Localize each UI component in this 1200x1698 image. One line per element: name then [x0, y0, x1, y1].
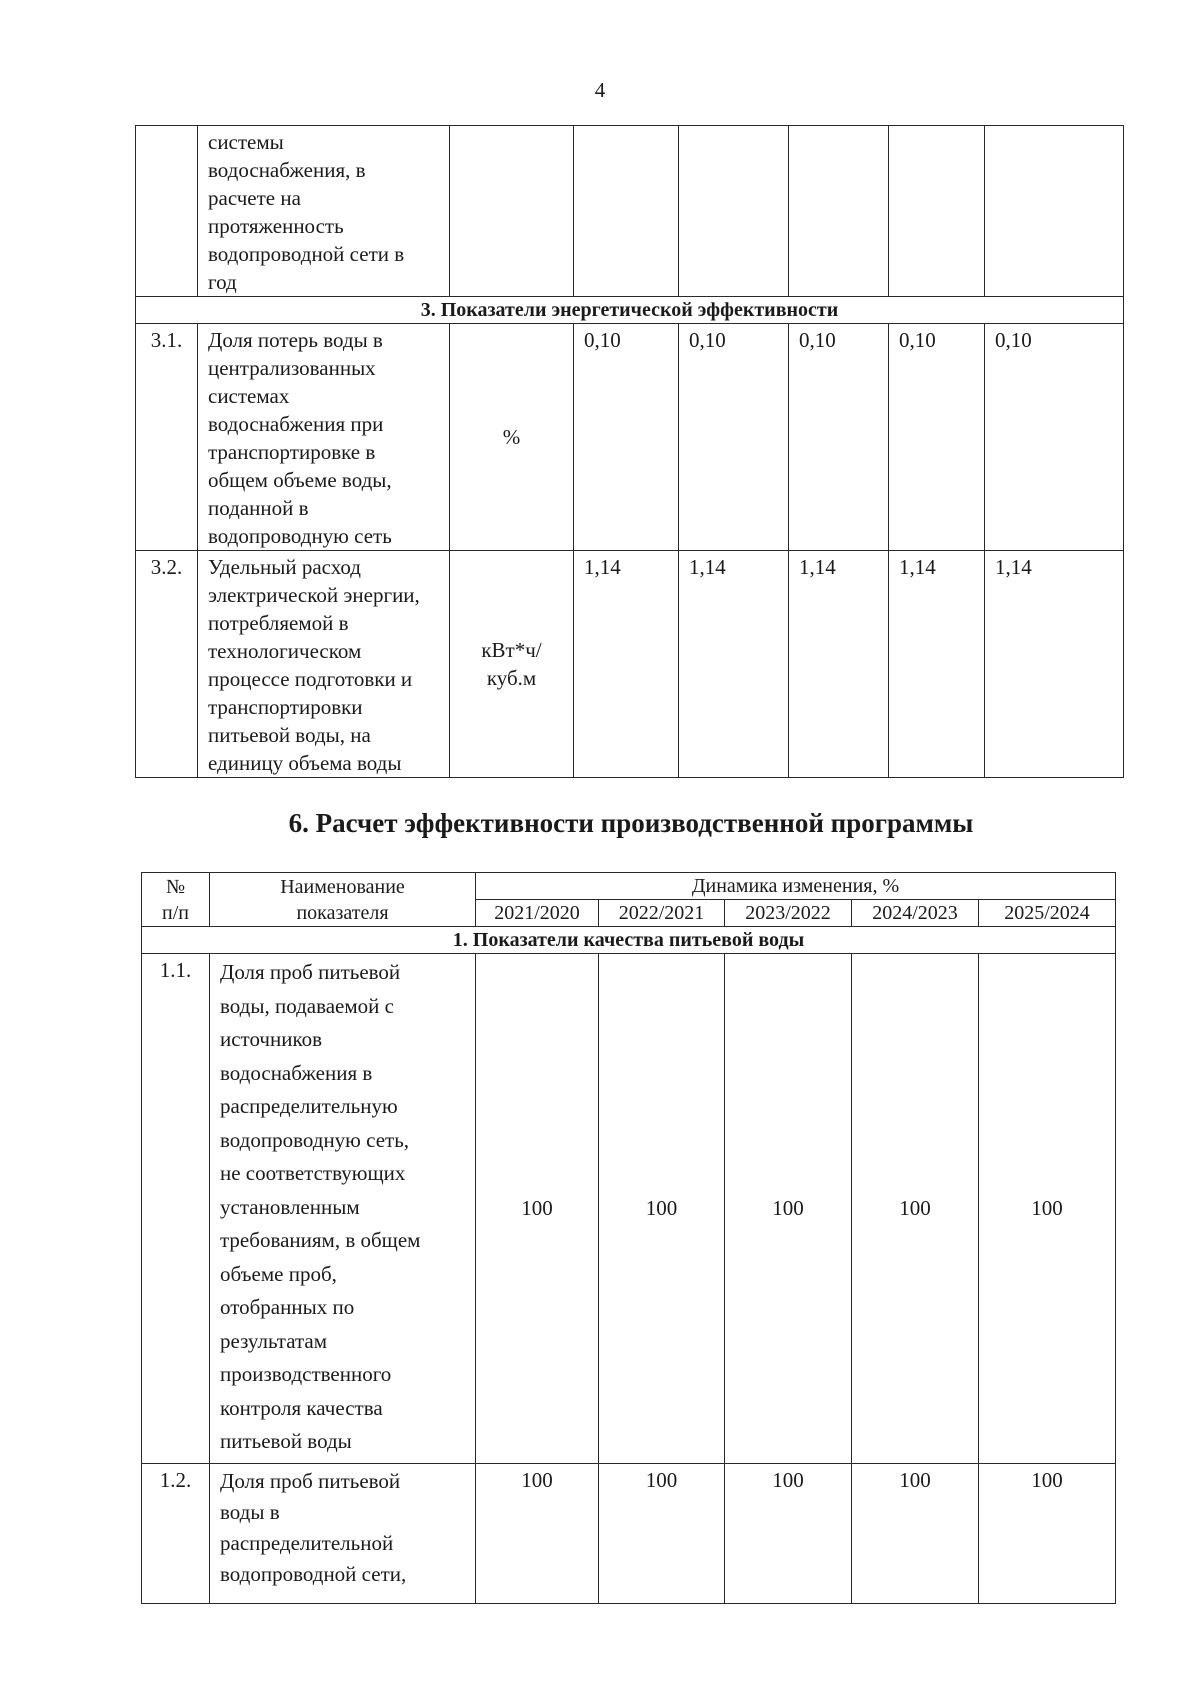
column-header-year: 2024/2023	[852, 900, 979, 927]
value-cell: 100	[979, 1464, 1116, 1604]
value-cell: 0,10	[679, 324, 789, 551]
value-cell: 100	[725, 954, 852, 1464]
value-cell	[889, 126, 985, 297]
unit-cell: %	[450, 324, 574, 551]
section-row	[136, 297, 1124, 324]
value-cell: 100	[476, 1464, 599, 1604]
row-number: 1.1.	[142, 954, 210, 1464]
table-row	[142, 954, 1116, 1464]
value-cell: 100	[852, 954, 979, 1464]
table-row	[136, 551, 1124, 778]
value-cell: 0,10	[889, 324, 985, 551]
efficiency-table	[141, 872, 1116, 1604]
indicator-name-cell: Доля потерь воды в централизованных системах водоснабжения при транспортировке в общем объеме воды, поданной в водопроводную сеть	[198, 324, 450, 551]
indicator-name-cell: Доля проб питьевой воды в распределительной водопроводной сети,	[210, 1464, 476, 1604]
indicator-name-cell: системы водоснабжения, в расчете на протяженность водопроводной сети в год	[198, 126, 450, 297]
section-heading: 6. Расчет эффективности производственной программы	[288, 808, 974, 838]
value-cell: 1,14	[889, 551, 985, 778]
value-cell	[574, 126, 679, 297]
row-number: 3.1.	[136, 324, 198, 551]
column-header-number: № п/п	[142, 873, 210, 927]
column-header-year: 2022/2021	[599, 900, 725, 927]
section-row	[142, 927, 1116, 954]
value-cell: 1,14	[679, 551, 789, 778]
value-cell: 0,10	[789, 324, 889, 551]
value-cell: 1,14	[789, 551, 889, 778]
value-cell: 100	[599, 954, 725, 1464]
value-cell	[985, 126, 1124, 297]
value-cell	[679, 126, 789, 297]
value-cell: 1,14	[985, 551, 1124, 778]
value-cell: 0,10	[574, 324, 679, 551]
row-number: 3.2.	[136, 551, 198, 778]
table-row	[142, 1464, 1116, 1604]
indicators-table	[135, 125, 1124, 778]
unit-cell: кВт*ч/ куб.м	[450, 551, 574, 778]
section-title: 1. Показатели качества питьевой воды	[142, 927, 1116, 954]
table-row	[136, 324, 1124, 551]
value-cell: 1,14	[574, 551, 679, 778]
value-cell: 100	[852, 1464, 979, 1604]
row-number: 1.2.	[142, 1464, 210, 1604]
value-cell: 0,10	[985, 324, 1124, 551]
value-cell: 100	[476, 954, 599, 1464]
row-number-cell	[136, 126, 198, 297]
column-header-year: 2021/2020	[476, 900, 599, 927]
unit-cell	[450, 126, 574, 297]
value-cell: 100	[599, 1464, 725, 1604]
value-cell: 100	[979, 954, 1116, 1464]
value-cell: 100	[725, 1464, 852, 1604]
column-header-dynamics: Динамика изменения, %	[476, 873, 1116, 900]
indicator-name-cell: Удельный расход электрической энергии, потребляемой в технологическом процессе подготовки и транспортировки питьевой воды, на единицу объема воды	[198, 551, 450, 778]
header-row	[142, 873, 1116, 900]
section-title: 3. Показатели энергетической эффективности	[136, 297, 1124, 324]
page-number: 4	[594, 78, 606, 102]
value-cell	[789, 126, 889, 297]
column-header-year: 2023/2022	[725, 900, 852, 927]
table-row	[136, 126, 1124, 297]
indicator-name-cell: Доля проб питьевой воды, подаваемой с источников водоснабжения в распределительную водопроводную сеть, не соответствующих установленным требованиям, в общем объеме проб, отобранных по результатам производственного контроля качества питьевой воды	[210, 954, 476, 1464]
column-header-name: Наименование показателя	[210, 873, 476, 927]
column-header-year: 2025/2024	[979, 900, 1116, 927]
